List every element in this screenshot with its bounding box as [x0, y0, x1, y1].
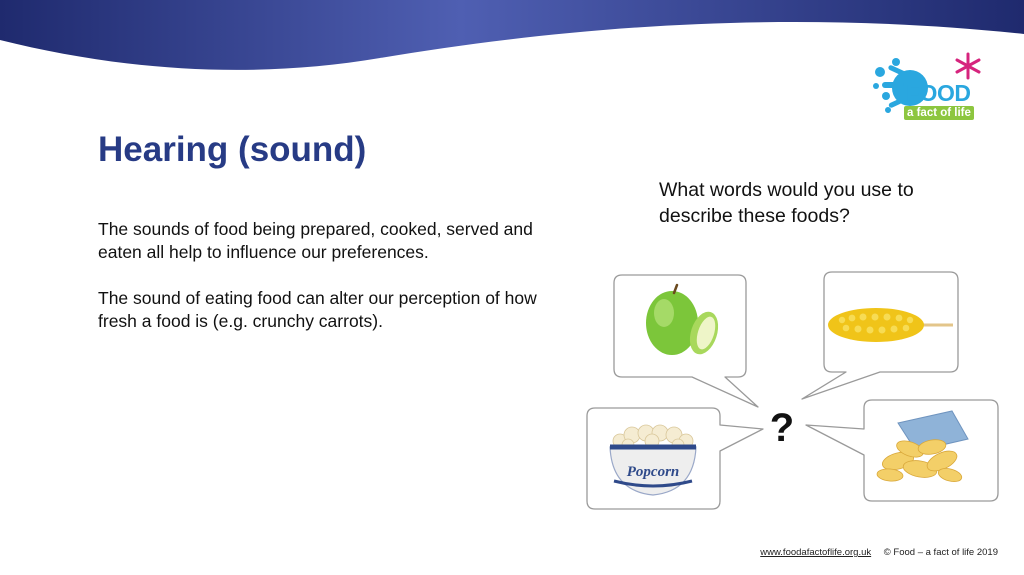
logo-tagline: a fact of life — [904, 106, 974, 120]
question-prompt: What words would you use to describe these foods? — [659, 179, 914, 227]
food-speech-bubbles — [580, 265, 1005, 520]
footer-website-link[interactable]: www.foodafactoflife.org.uk — [760, 547, 872, 558]
footer-copyright: © Food – a fact of life 2019 — [883, 547, 998, 558]
body-paragraph-2: The sound of eating food can alter our perception of how fresh a food is (e.g. crunchy carrots). — [98, 288, 537, 331]
footer — [760, 547, 998, 558]
popcorn-bowl-icon — [610, 425, 696, 495]
food-a-fact-of-life-logo — [868, 50, 988, 126]
logo-word: FOOD — [906, 80, 971, 106]
body-paragraph-1: The sounds of food being prepared, cooked, served and eaten all help to influence our preferences. — [98, 219, 533, 262]
popcorn-bowl-label: Popcorn — [626, 464, 680, 480]
question-mark: ? — [769, 406, 795, 450]
slide-title: Hearing (sound) — [98, 130, 367, 169]
